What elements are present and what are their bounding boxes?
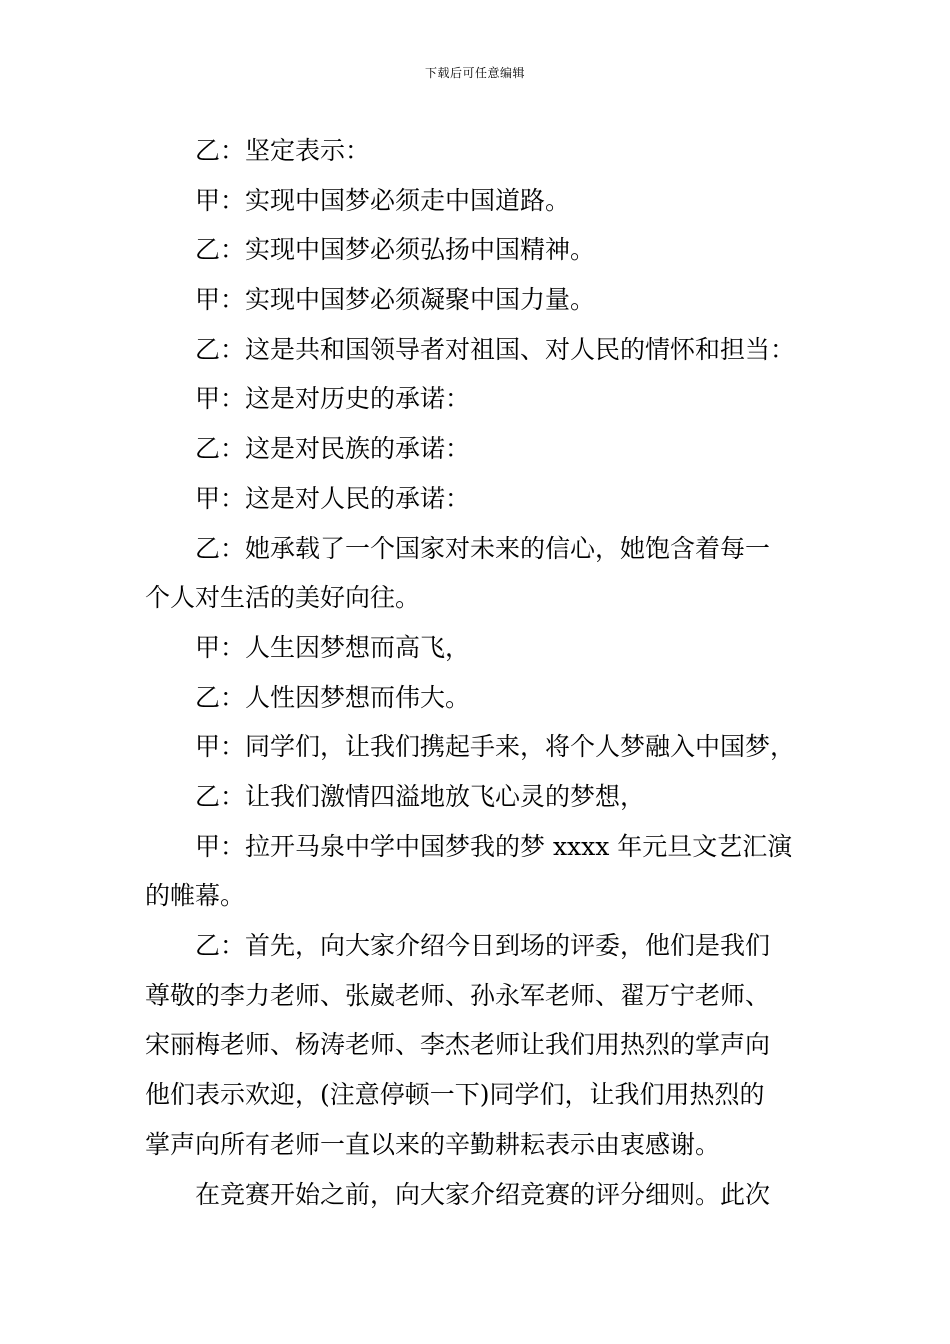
line-text: 掌声向所有老师一直以来的辛勤耕耘表示由衷感谢。 bbox=[145, 1129, 721, 1159]
line-text: 甲：实现中国梦必须凝聚中国力量。 bbox=[195, 285, 596, 315]
document-body bbox=[145, 126, 810, 1219]
paragraph bbox=[145, 772, 810, 822]
line-text: 的帷幕。 bbox=[145, 881, 246, 911]
line-text: 乙：坚定表示： bbox=[195, 136, 371, 165]
page-header: 下载后可任意编辑 bbox=[424, 66, 525, 80]
line-text: 他们表示欢迎，(注意停顿一下)同学们，让我们用热烈的 bbox=[145, 1080, 765, 1110]
paragraph bbox=[145, 225, 810, 275]
line-text: 甲：人生因梦想而高飞， bbox=[195, 632, 471, 662]
paragraph bbox=[145, 722, 810, 772]
line-text: 乙：人性因梦想而伟大。 bbox=[195, 682, 471, 712]
paragraph bbox=[145, 325, 810, 375]
line-text: 甲：这是对人民的承诺： bbox=[195, 483, 471, 513]
paragraph bbox=[145, 424, 810, 474]
line-text: 乙：这是共和国领导者对祖国、对人民的情怀和担当： bbox=[195, 334, 796, 364]
paragraph bbox=[145, 474, 810, 524]
line-text: 甲：这是对历史的承诺： bbox=[195, 384, 471, 414]
paragraph bbox=[145, 524, 810, 623]
line-text: 宋丽梅老师、杨涛老师、李杰老师让我们用热烈的掌声向 bbox=[145, 1030, 771, 1060]
line-text: 甲：实现中国梦必须走中国道路。 bbox=[195, 185, 571, 215]
line-text: 乙：实现中国梦必须弘扬中国精神。 bbox=[195, 235, 596, 265]
line-text: 在竞赛开始之前，向大家介绍竞赛的评分细则。此次 bbox=[195, 1179, 771, 1209]
paragraph bbox=[145, 822, 810, 921]
paragraph bbox=[145, 374, 810, 424]
line-text: 乙：这是对民族的承诺： bbox=[195, 434, 471, 464]
paragraph bbox=[145, 126, 810, 176]
paragraph bbox=[145, 673, 810, 723]
line-text: 乙：她承载了一个国家对未来的信心，她饱含着每一 bbox=[195, 533, 771, 563]
line-text: 甲：拉开马泉中学中国梦我的梦 xxxx 年元旦文艺汇演 bbox=[195, 831, 793, 861]
line-text: 乙：首先，向大家介绍今日到场的评委，他们是我们 bbox=[195, 931, 771, 961]
paragraph bbox=[145, 623, 810, 673]
line-text: 个人对生活的美好向往。 bbox=[145, 583, 421, 613]
line-text: 甲：同学们，让我们携起手来，将个人梦融入中国梦， bbox=[195, 732, 796, 762]
paragraph bbox=[145, 1170, 810, 1220]
line-text: 乙：让我们激情四溢地放飞心灵的梦想， bbox=[195, 781, 646, 811]
line-text: 尊敬的李力老师、张崴老师、孙永军老师、翟万宁老师、 bbox=[145, 980, 771, 1010]
paragraph bbox=[145, 176, 810, 226]
paragraph bbox=[145, 275, 810, 325]
paragraph bbox=[145, 921, 810, 1170]
